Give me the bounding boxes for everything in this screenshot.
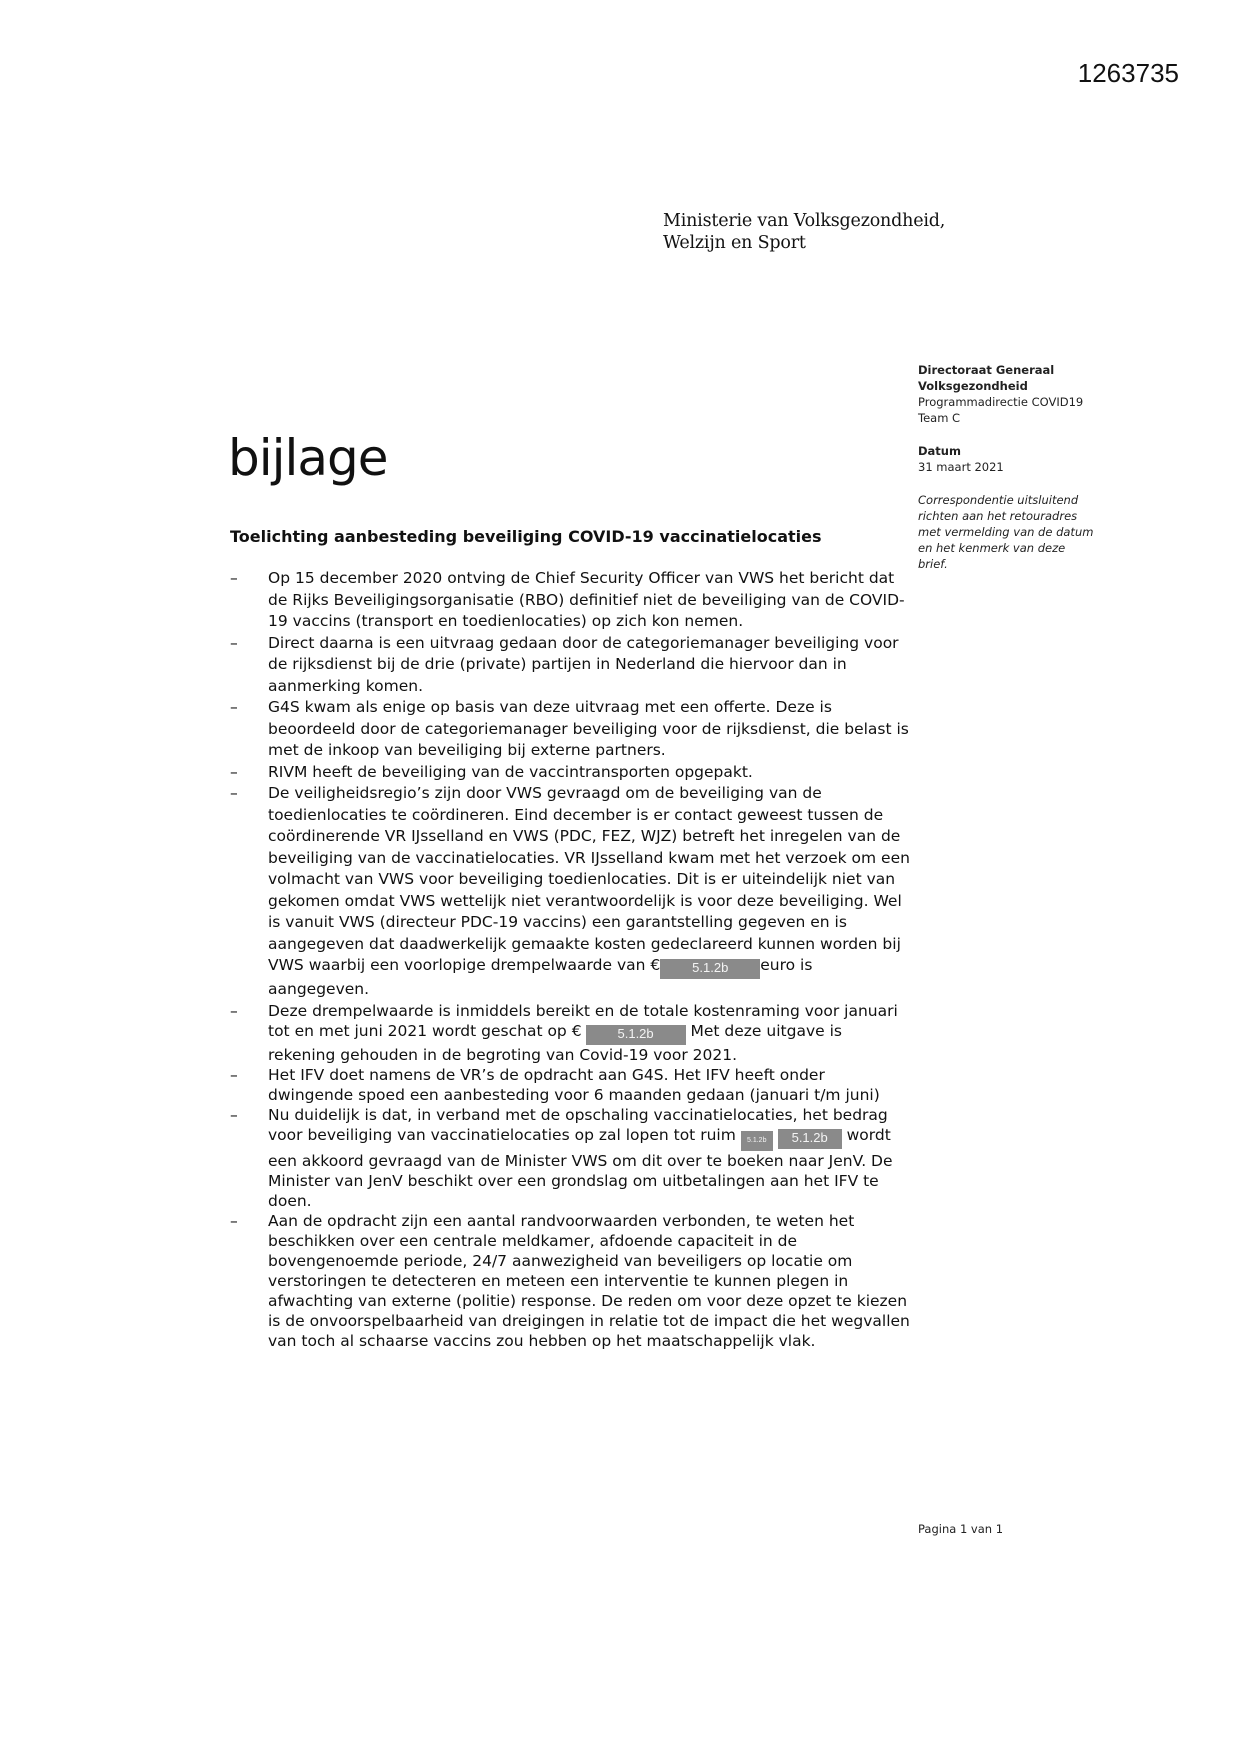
correspondence-note-line: met vermelding van de datum: [918, 525, 1094, 539]
document-number: 1263735: [1077, 58, 1179, 88]
list-item-text: Deze drempelwaarde is inmiddels bereikt en de totale kostenraming voor januari tot en met juni 2021 wordt geschat op €: [268, 1001, 898, 1040]
correspondence-note-line: en het kenmerk van deze: [918, 541, 1066, 555]
dash-marker: –: [230, 1065, 238, 1084]
list-item: [230, 568, 910, 633]
list-item-text: RIVM heeft de beveiliging van de vaccintransporten opgepakt.: [268, 762, 753, 781]
date-value: 31 maart 2021: [918, 460, 1004, 474]
list-item: [230, 1211, 910, 1351]
dash-marker: –: [230, 762, 238, 781]
redaction-block: 5.1.2b: [778, 1129, 842, 1149]
list-item: [230, 783, 910, 1001]
correspondence-note-line: brief.: [918, 557, 948, 571]
dash-marker: –: [230, 633, 238, 652]
redaction-block: 5.1.2b: [660, 959, 760, 979]
redaction-block: 5.1.2b: [586, 1025, 686, 1045]
list-item-text: Direct daarna is een uitvraag gedaan door de categoriemanager beveiliging voor de rijksdienst bij de drie (private) partijen in Nederland die hiervoor dan in aanmerking komen.: [268, 633, 899, 695]
correspondence-note-line: richten aan het retouradres: [918, 509, 1078, 523]
bullet-list: [230, 568, 910, 1351]
date-label: Datum: [918, 444, 961, 458]
list-item-text: G4S kwam als enige op basis van deze uitvraag met een offerte. Deze is beoordeeld door de categoriemanager beveiliging voor de rijksdienst, die belast is met de inkoop van beveiliging bij externe partners.: [268, 698, 909, 759]
redaction-block: 5.1.2b: [741, 1131, 773, 1151]
list-item-text: De veiligheidsregio’s zijn door VWS gevraagd om de beveiliging van de toedienlocaties te coördineren. Eind december is er contact geweest tussen de coördinerende VR IJsselland en VWS (PDC, FEZ, WJZ) betreft het inregelen van de beveiliging van de vaccinatielocaties. VR IJsselland kwam met het verzoek om een volmacht van VWS voor beveiliging toedienlocaties. Dit is er uiteindelijk niet van gekomen omdat VWS wettelijk niet verantwoordelijk is voor deze beveiliging. Wel is vanuit VWS (directeur PDC-19 vaccins) een garantstelling gegeven en is aangegeven dat daadwerkelijk gemaakte kosten gedeclareerd kunnen worden bij VWS waarbij een voorlopige drempelwaarde van €: [268, 784, 910, 974]
dash-marker: –: [230, 784, 238, 802]
list-item-text: Op 15 december 2020 ontving de Chief Security Officer van VWS het bericht dat de Rijks Beveiligingsorganisatie (RBO) definitief niet de beveiliging van de COVID-19 vaccins (transport en toedienlocaties) op zich kon nemen.: [268, 569, 905, 630]
dash-marker: –: [230, 569, 238, 587]
unit-line-2: Team C: [918, 411, 961, 425]
list-item-text: euro is aangegeven.: [268, 956, 813, 998]
list-item: [230, 633, 910, 698]
correspondence-note-line: Correspondentie uitsluitend: [918, 493, 1079, 507]
list-item: [230, 697, 910, 762]
list-item-text: wordt een akkoord gevraagd van de Minister VWS om dit over te boeken naar JenV. De Minister van JenV beschikt over een grondslag om uitbetalingen aan het IFV te doen.: [268, 1125, 893, 1210]
list-item: [230, 762, 910, 784]
list-item-text: Aan de opdracht zijn een aantal randvoorwaarden verbonden, te weten het beschikken over een centrale meldkamer, afdoende capaciteit in de bovengenoemde periode, 24/7 aanwezigheid van beveiligers op locatie om verstoringen te detecteren en meteen een interventie te kunnen plegen in afwachting van externe (politie) response. De reden om voor deze opzet te kiezen is de onvoorspelbaarheid van dreigingen in relatie tot de impact die het wegvallen van toch al schaarse vaccins zou hebben op het maatschappelijk vlak.: [268, 1211, 910, 1350]
document-title: bijlage: [228, 429, 388, 487]
document-subtitle: Toelichting aanbesteding beveiliging COVID-19 vaccinatielocaties: [230, 527, 822, 546]
correspondence-note: [918, 492, 1118, 572]
list-item-text: Het IFV doet namens de VR’s de opdracht aan G4S. Het IFV heeft onder dwingende spoed een aanbesteding voor 6 maanden gedaan (januari t/m juni): [268, 1065, 880, 1104]
list-item-text: Met deze uitgave is rekening gehouden in de begroting van Covid-19 voor 2021.: [268, 1021, 842, 1064]
unit-line-1: Programmadirectie COVID19: [918, 395, 1084, 409]
department-line-1: Directoraat Generaal: [918, 363, 1055, 377]
department-line-2: Volksgezondheid: [918, 379, 1028, 393]
dash-marker: –: [230, 698, 238, 716]
list-item: [230, 1001, 910, 1065]
dash-marker: –: [230, 1211, 238, 1230]
page-number: Pagina 1 van 1: [918, 1522, 1004, 1536]
ministry-line-1: Ministerie van Volksgezondheid,: [663, 211, 946, 231]
list-item: [230, 1065, 910, 1105]
dash-marker: –: [230, 1001, 238, 1020]
list-item-text: Nu duidelijk is dat, in verband met de opschaling vaccinatielocaties, het bedrag voor beveiliging van vaccinatielocaties op zal lopen tot ruim: [268, 1105, 888, 1144]
ministry-line-2: Welzijn en Sport: [663, 233, 806, 253]
dash-marker: –: [230, 1105, 238, 1124]
sender-sidebar: [918, 362, 1118, 572]
list-item: [230, 1105, 910, 1211]
ministry-logo-text: [663, 210, 945, 254]
